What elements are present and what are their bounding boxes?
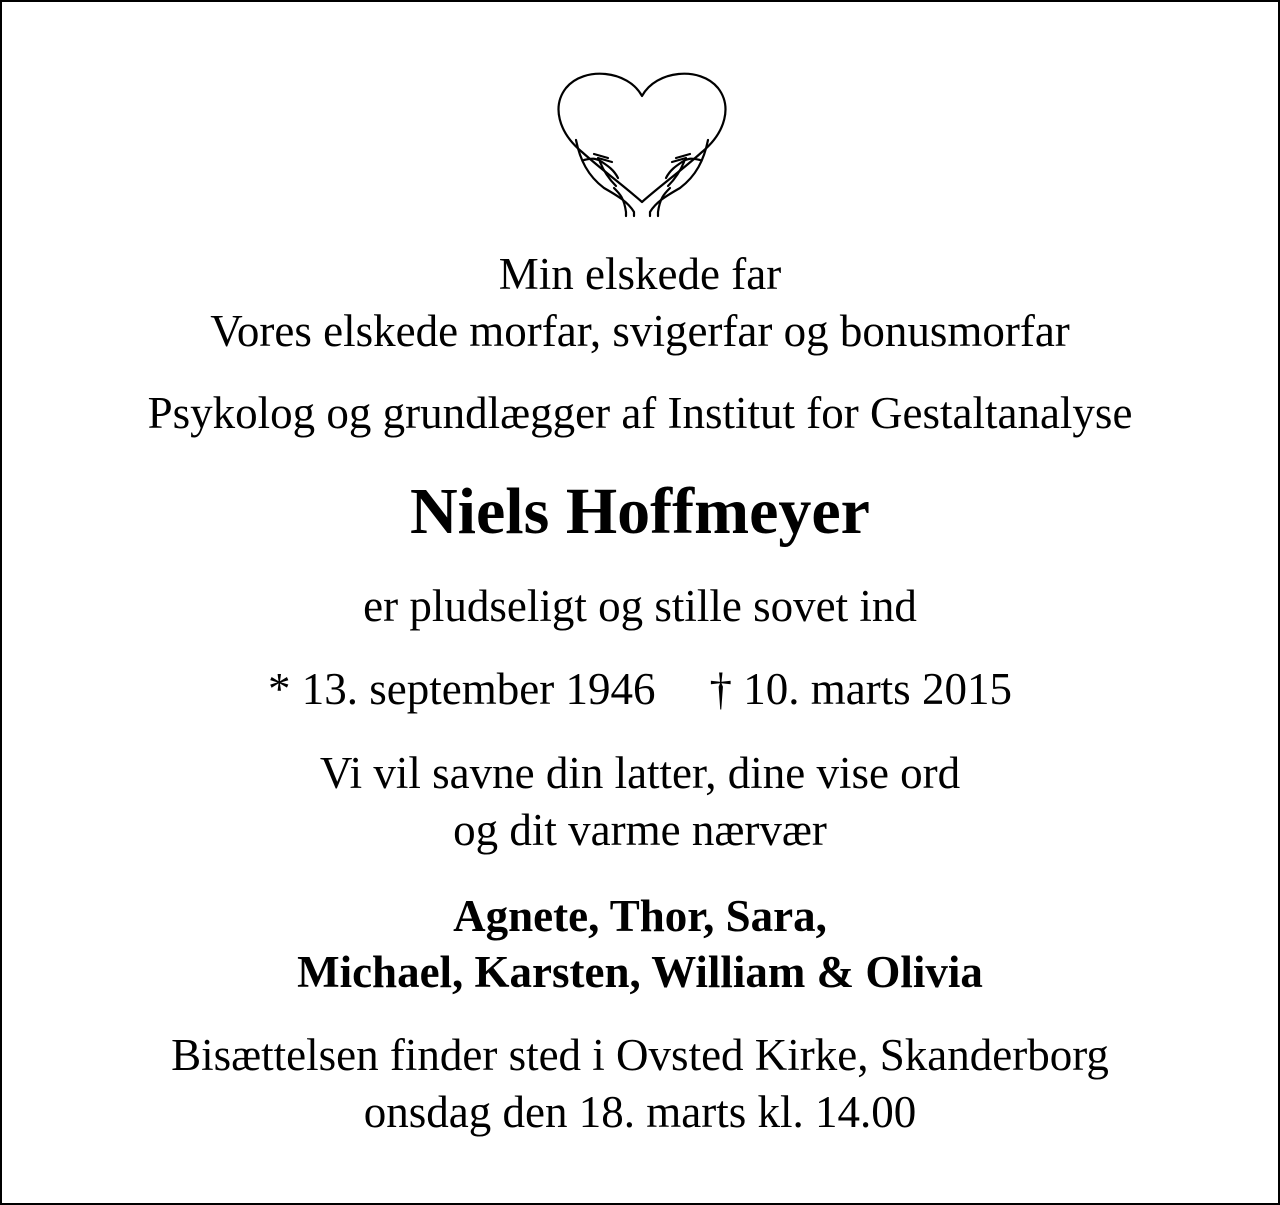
remembrance-line-2: og dit varme nærvær — [453, 805, 827, 855]
mourners-line-2: Michael, Karsten, William & Olivia — [297, 947, 983, 997]
heading-line-1: Min elskede far — [498, 249, 782, 299]
mourners-line-1: Agnete, Thor, Sara, — [453, 891, 827, 941]
birth-date: * 13. september 1946 — [268, 664, 656, 714]
life-dates — [2, 664, 1278, 714]
profession: Psykolog og grundlægger af Institut for Gestaltanalyse — [147, 388, 1133, 438]
funeral-line-1: Bisættelsen finder sted i Ovsted Kirke, Skanderborg — [171, 1030, 1109, 1080]
death-date: † 10. marts 2015 — [709, 664, 1012, 714]
deceased-name: Niels Hoffmeyer — [410, 475, 870, 548]
funeral-line-2: onsdag den 18. marts kl. 14.00 — [363, 1087, 917, 1137]
heart-in-hands-icon — [554, 62, 730, 220]
heading-line-2: Vores elskede morfar, svigerfar og bonusmorfar — [210, 306, 1070, 356]
remembrance-line-1: Vi vil savne din latter, dine vise ord — [319, 748, 961, 798]
passing-text: er pludseligt og stille sovet ind — [363, 581, 917, 631]
